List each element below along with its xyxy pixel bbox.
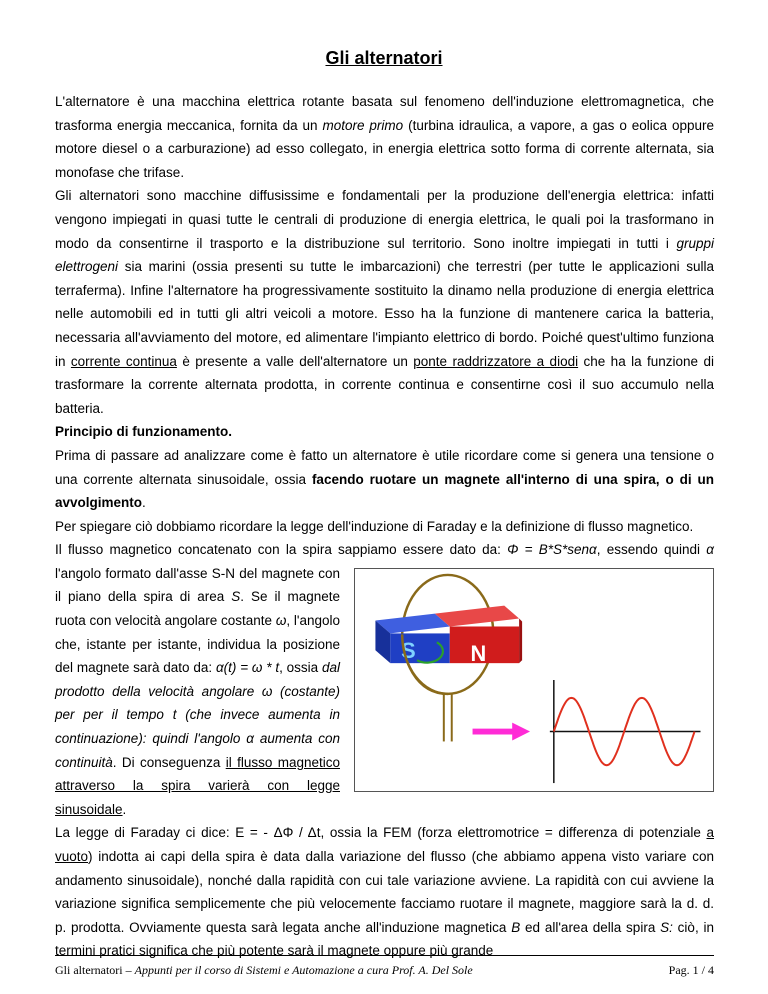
page-footer: [55, 963, 714, 979]
magnet-coil-diagram: [355, 569, 713, 791]
symbol-area-s: S:: [660, 919, 673, 935]
document-body: [55, 90, 714, 963]
text: . Di conseguenza: [112, 754, 226, 770]
text: ciò, in termini pratici significa che più potente sarà il magnete oppure più grande: [55, 919, 714, 959]
paragraph-principle-2: Per spiegare ciò dobbiamo ricordare la legge dell'induzione di Faraday e la definizione di flusso magnetico.: [55, 518, 694, 534]
footer-title: Gli alternatori –: [55, 963, 135, 977]
text: è presente a valle dell'alternatore un: [176, 353, 414, 369]
paragraph-principle-3: [55, 538, 714, 821]
magnet-n-label: N: [470, 641, 487, 667]
term-motore-primo: motore primo: [322, 117, 404, 133]
paragraph-principle-4: [55, 821, 714, 963]
text: l'angolo formato dall'asse S-N del magnete con il piano della spira di area: [55, 565, 340, 605]
page-number: Pag. 1 / 4: [668, 963, 714, 977]
footer-divider: [55, 955, 714, 956]
text: La legge di Faraday ci dice: E = - ΔΦ / Δt, ossia la FEM (forza elettromotrice = differenza di potenziale: [55, 825, 707, 841]
text: ed all'area della spira: [520, 919, 661, 935]
underlined-flux-statement: il flusso magnetico attraverso la spira varierà con legge sinusoidale: [55, 754, 340, 817]
text: , essendo quindi: [596, 542, 707, 558]
paragraph-principle-1: [55, 444, 714, 515]
output-arrow-icon: [512, 722, 530, 740]
text: Il flusso magnetico concatenato con la spira sappiamo essere dato da:: [55, 542, 508, 558]
bold-statement: facendo ruotare un magnete all'interno di una spira, o di un avvolgimento: [55, 471, 714, 511]
text: .: [142, 495, 146, 511]
text: , ossia: [279, 660, 322, 676]
text: sia marini (ossia presenti su tutte le imbarcazioni) che terrestri (per tutte le applicazioni sulla terraferma). Infine l'alternatore ha progressivamente sostituito la dinamo nella produzione di energia elettrica nelle automobili ed in tutti gli altri veicoli a motore. Esso ha la funzione di mantenere carica la batteria, necessaria all'avviamento del motore, ed alimentare l'impianto elettrico di bordo. Poiché quest'ultimo funziona in: [55, 259, 714, 369]
text: Prima di passare ad analizzare come è fatto un alternatore è utile ricordare come si genera una tensione o una corrente alternata sinusoidale, ossia: [55, 447, 714, 487]
magnet-n-side: [519, 618, 522, 663]
symbol-alpha: α: [706, 542, 714, 558]
text: , l'angolo che, istante per istante, individua la posizione del magnete sarà dato da:: [55, 613, 340, 676]
magnet-n-top: [435, 606, 519, 627]
text: Gli alternatori sono macchine diffusissime e fondamentali per la produzione dell'energia elettrica: infatti vengono impiegati in quasi tutte le centrali di produzione di energia elettrica, le quali poi la trasformano in modo da consentirne il trasporto e la distribuzione sul territorio. Sono inoltre impiegati in tutti i: [55, 188, 714, 251]
text: che ha la funzione di trasformare la corrente alternata prodotta, in corrente continua e consentirne così il suo accumulo nella batteria.: [55, 353, 714, 416]
symbol-omega: ω: [275, 613, 287, 629]
symbol-area: S: [231, 589, 241, 605]
formula-flux: Φ = B*S*senα: [507, 542, 597, 558]
term-gruppi-elettrogeni: gruppi elettrogeni: [55, 235, 714, 275]
formula-angle: α(t) = ω * t: [215, 660, 280, 676]
paragraph-intro-1: [55, 90, 714, 184]
text: ) indotta ai capi della spira è data dalla variazione del flusso (che abbiamo appena visto variare con andamento sinusoidale), nonché dalla rapidità con cui tale variazione avviene. La rapidità con cui avviene la variazione significa semplicemente che più velocemente facciamo ruotare il magnete, maggiore sarà la d. d. p. prodotta. Ovviamente questa sarà legata anche all'induzione magnetica: [55, 849, 714, 935]
text: (turbina idraulica, a vapore, a gas o eolica oppure motore diesel o a carburazione) ad esso collegato, in energia elettrica sotto forma di corrente alternata, sia monofase che trifase.: [55, 117, 714, 180]
link-ponte-raddrizzatore[interactable]: ponte raddrizzatore a diodi: [413, 353, 579, 369]
alternator-figure: [354, 568, 714, 792]
italic-explanation: dal prodotto della velocità angolare ω (costante) per per il tempo t (che invece aumenta in continuazione): quindi l'angolo α aumenta con continuità: [55, 660, 340, 770]
footer-course-info: [55, 963, 473, 978]
link-corrente-continua[interactable]: corrente continua: [70, 353, 177, 369]
text: L'alternatore è una macchina elettrica rotante basata sul fenomeno dell'induzione elettromagnetica, che trasforma energia meccanica, fornita da un: [55, 94, 714, 133]
text: .: [122, 801, 127, 817]
underlined-a-vuoto: a vuoto: [55, 825, 714, 864]
symbol-induction: B: [511, 919, 521, 935]
magnet-s-label: S: [401, 638, 416, 664]
section-heading: Principio di funzionamento.: [55, 424, 232, 440]
paragraph-intro-2: [55, 184, 714, 420]
magnet-s-front: [390, 633, 449, 663]
footer-author: Appunti per il corso di Sistemi e Automazione a cura Prof. A. Del Sole: [134, 963, 473, 977]
page-title: Gli alternatori: [325, 48, 443, 68]
text: . Se il magnete ruota con velocità angolare costante: [55, 589, 340, 629]
